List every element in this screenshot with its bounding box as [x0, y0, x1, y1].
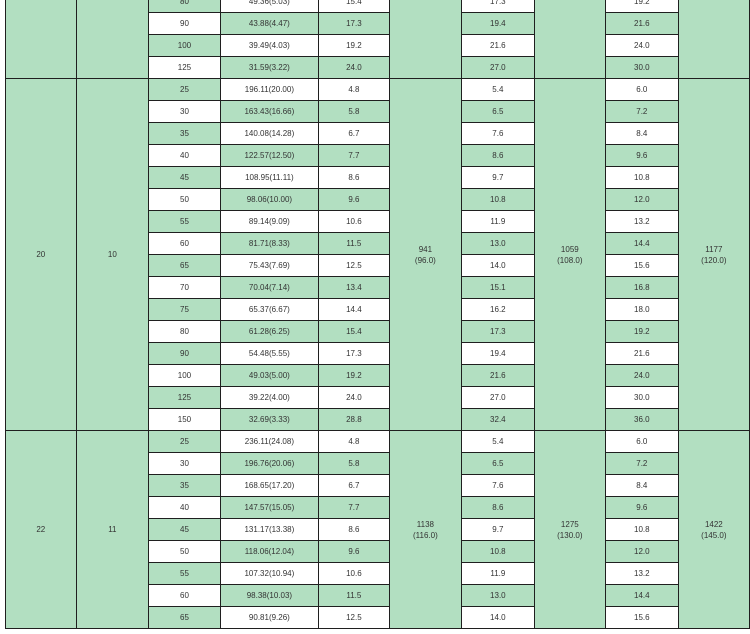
- value-cell-1: 15.4: [318, 321, 389, 343]
- value-cell-2: 13.0: [461, 585, 534, 607]
- value-cell-1: 24.0: [318, 387, 389, 409]
- size-cell: 35: [149, 475, 221, 497]
- cell-text-line: 1275: [560, 519, 579, 529]
- size-cell: 70: [149, 277, 221, 299]
- value-cell-3: 36.0: [605, 409, 678, 431]
- value-cell-1: 12.5: [318, 255, 389, 277]
- value-cell-3: 9.6: [605, 497, 678, 519]
- value-cell-2: 10.8: [461, 541, 534, 563]
- value-cell-1: 28.8: [318, 409, 389, 431]
- load-cell: 39.22(4.00): [220, 387, 318, 409]
- value-cell-1: 5.8: [318, 101, 389, 123]
- group-cell-b: 10: [76, 79, 149, 431]
- load-cell: 98.06(10.00): [220, 189, 318, 211]
- value-cell-2: 15.1: [461, 277, 534, 299]
- merged-cell-2: [534, 0, 605, 79]
- merged-cell-3: [678, 0, 749, 79]
- load-cell: 31.59(3.22): [220, 57, 318, 79]
- value-cell-1: 12.5: [318, 607, 389, 629]
- value-cell-2: 17.3: [461, 0, 534, 13]
- load-cell: 90.81(9.26): [220, 607, 318, 629]
- value-cell-3: 15.6: [605, 607, 678, 629]
- value-cell-2: 14.0: [461, 607, 534, 629]
- value-cell-1: 9.6: [318, 541, 389, 563]
- value-cell-2: 19.4: [461, 343, 534, 365]
- value-cell-1: 11.5: [318, 233, 389, 255]
- value-cell-3: 16.8: [605, 277, 678, 299]
- size-cell: 75: [149, 299, 221, 321]
- value-cell-2: 27.0: [461, 387, 534, 409]
- load-cell: 98.38(10.03): [220, 585, 318, 607]
- value-cell-1: 8.6: [318, 167, 389, 189]
- value-cell-1: 4.8: [318, 431, 389, 453]
- size-cell: 60: [149, 233, 221, 255]
- value-cell-1: 19.2: [318, 365, 389, 387]
- size-cell: 100: [149, 35, 221, 57]
- cell-text-line: (96.0): [414, 255, 436, 265]
- value-cell-1: 6.7: [318, 123, 389, 145]
- table-row: [6, 431, 750, 453]
- value-cell-3: 12.0: [605, 541, 678, 563]
- value-cell-3: 10.8: [605, 519, 678, 541]
- group-cell-a: 20: [6, 79, 77, 431]
- load-cell: 196.76(20.06): [220, 453, 318, 475]
- cell-text-line: (108.0): [557, 255, 583, 265]
- cell-text-line: (145.0): [701, 530, 727, 540]
- value-cell-1: 9.6: [318, 189, 389, 211]
- load-cell: 81.71(8.33): [220, 233, 318, 255]
- value-cell-2: 17.3: [461, 321, 534, 343]
- value-cell-3: 8.4: [605, 123, 678, 145]
- merged-cell-2: [534, 79, 605, 431]
- value-cell-2: 6.5: [461, 453, 534, 475]
- value-cell-3: 12.0: [605, 189, 678, 211]
- value-cell-3: 19.2: [605, 0, 678, 13]
- load-cell: 70.04(7.14): [220, 277, 318, 299]
- value-cell-2: 7.6: [461, 475, 534, 497]
- load-cell: 75.43(7.69): [220, 255, 318, 277]
- size-cell: 25: [149, 79, 221, 101]
- size-cell: 150: [149, 409, 221, 431]
- merged-cell-3: [678, 79, 749, 431]
- merged-cell-2: [534, 431, 605, 629]
- value-cell-2: 5.4: [461, 431, 534, 453]
- value-cell-3: 18.0: [605, 299, 678, 321]
- size-cell: 50: [149, 541, 221, 563]
- value-cell-1: 15.4: [318, 0, 389, 13]
- value-cell-2: 13.0: [461, 233, 534, 255]
- load-cell: 196.11(20.00): [220, 79, 318, 101]
- value-cell-2: 11.9: [461, 211, 534, 233]
- value-cell-3: 21.6: [605, 343, 678, 365]
- spec-table-body: [6, 0, 750, 629]
- value-cell-3: 9.6: [605, 145, 678, 167]
- size-cell: 125: [149, 57, 221, 79]
- load-cell: 32.69(3.33): [220, 409, 318, 431]
- cell-text-line: 1138: [416, 519, 434, 529]
- value-cell-3: 14.4: [605, 585, 678, 607]
- size-cell: 65: [149, 255, 221, 277]
- value-cell-1: 13.4: [318, 277, 389, 299]
- value-cell-1: 17.3: [318, 13, 389, 35]
- size-cell: 50: [149, 189, 221, 211]
- value-cell-2: 9.7: [461, 167, 534, 189]
- size-cell: 30: [149, 101, 221, 123]
- load-cell: 122.57(12.50): [220, 145, 318, 167]
- size-cell: 90: [149, 343, 221, 365]
- value-cell-3: 13.2: [605, 211, 678, 233]
- value-cell-1: 8.6: [318, 519, 389, 541]
- value-cell-2: 6.5: [461, 101, 534, 123]
- value-cell-3: 7.2: [605, 453, 678, 475]
- cell-text-line: (130.0): [557, 530, 583, 540]
- value-cell-3: 13.2: [605, 563, 678, 585]
- load-cell: 118.06(12.04): [220, 541, 318, 563]
- value-cell-3: 7.2: [605, 101, 678, 123]
- value-cell-2: 10.8: [461, 189, 534, 211]
- value-cell-2: 8.6: [461, 145, 534, 167]
- cell-text-line: 1422: [704, 519, 723, 529]
- value-cell-2: 19.4: [461, 13, 534, 35]
- load-cell: 43.88(4.47): [220, 13, 318, 35]
- load-cell: 65.37(6.67): [220, 299, 318, 321]
- value-cell-2: 11.9: [461, 563, 534, 585]
- merged-cell-1: [389, 79, 461, 431]
- merged-cell-3: [678, 431, 749, 629]
- value-cell-3: 6.0: [605, 431, 678, 453]
- load-cell: 49.03(5.00): [220, 365, 318, 387]
- value-cell-3: 30.0: [605, 57, 678, 79]
- size-cell: 80: [149, 321, 221, 343]
- value-cell-1: 17.3: [318, 343, 389, 365]
- value-cell-1: 14.4: [318, 299, 389, 321]
- size-cell: 65: [149, 607, 221, 629]
- size-cell: 80: [149, 0, 221, 13]
- group-cell-a: 22: [6, 431, 77, 629]
- value-cell-3: 19.2: [605, 321, 678, 343]
- value-cell-3: 8.4: [605, 475, 678, 497]
- load-cell: 131.17(13.38): [220, 519, 318, 541]
- value-cell-1: 5.8: [318, 453, 389, 475]
- value-cell-3: 24.0: [605, 35, 678, 57]
- value-cell-1: 11.5: [318, 585, 389, 607]
- size-cell: 40: [149, 145, 221, 167]
- value-cell-1: 19.2: [318, 35, 389, 57]
- load-cell: 236.11(24.08): [220, 431, 318, 453]
- size-cell: 60: [149, 585, 221, 607]
- value-cell-3: 6.0: [605, 79, 678, 101]
- cell-text-line: 1059: [560, 244, 579, 254]
- size-cell: 55: [149, 211, 221, 233]
- spec-table: [5, 0, 750, 629]
- value-cell-1: 7.7: [318, 497, 389, 519]
- load-cell: 163.43(16.66): [220, 101, 318, 123]
- value-cell-2: 16.2: [461, 299, 534, 321]
- size-cell: 90: [149, 13, 221, 35]
- group-cell-b: 11: [76, 431, 149, 629]
- size-cell: 35: [149, 123, 221, 145]
- size-cell: 25: [149, 431, 221, 453]
- cell-text-line: (120.0): [701, 255, 727, 265]
- cell-text-line: (116.0): [412, 530, 438, 540]
- load-cell: 168.65(17.20): [220, 475, 318, 497]
- value-cell-2: 8.6: [461, 497, 534, 519]
- load-cell: 61.28(6.25): [220, 321, 318, 343]
- load-cell: 89.14(9.09): [220, 211, 318, 233]
- value-cell-2: 9.7: [461, 519, 534, 541]
- value-cell-3: 10.8: [605, 167, 678, 189]
- value-cell-1: 24.0: [318, 57, 389, 79]
- value-cell-1: 6.7: [318, 475, 389, 497]
- value-cell-3: 30.0: [605, 387, 678, 409]
- value-cell-2: 5.4: [461, 79, 534, 101]
- value-cell-3: 15.6: [605, 255, 678, 277]
- value-cell-1: 7.7: [318, 145, 389, 167]
- value-cell-2: 14.0: [461, 255, 534, 277]
- size-cell: 45: [149, 519, 221, 541]
- cell-text-line: 941: [418, 244, 433, 254]
- group-cell-a: [6, 0, 77, 79]
- value-cell-3: 14.4: [605, 233, 678, 255]
- size-cell: 40: [149, 497, 221, 519]
- value-cell-3: 21.6: [605, 13, 678, 35]
- value-cell-2: 7.6: [461, 123, 534, 145]
- value-cell-2: 32.4: [461, 409, 534, 431]
- size-cell: 125: [149, 387, 221, 409]
- merged-cell-1: [389, 0, 461, 79]
- load-cell: 147.57(15.05): [220, 497, 318, 519]
- group-cell-b: [76, 0, 149, 79]
- load-cell: 54.48(5.55): [220, 343, 318, 365]
- size-cell: 100: [149, 365, 221, 387]
- load-cell: 108.95(11.11): [220, 167, 318, 189]
- load-cell: 140.08(14.28): [220, 123, 318, 145]
- size-cell: 30: [149, 453, 221, 475]
- table-row: [6, 0, 750, 13]
- cell-text-line: 1177: [705, 244, 723, 254]
- value-cell-1: 4.8: [318, 79, 389, 101]
- table-row: [6, 79, 750, 101]
- merged-cell-1: [389, 431, 461, 629]
- load-cell: 49.36(5.03): [220, 0, 318, 13]
- value-cell-3: 24.0: [605, 365, 678, 387]
- size-cell: 55: [149, 563, 221, 585]
- size-cell: 45: [149, 167, 221, 189]
- load-cell: 39.49(4.03): [220, 35, 318, 57]
- value-cell-2: 21.6: [461, 365, 534, 387]
- value-cell-1: 10.6: [318, 211, 389, 233]
- load-cell: 107.32(10.94): [220, 563, 318, 585]
- value-cell-2: 21.6: [461, 35, 534, 57]
- value-cell-1: 10.6: [318, 563, 389, 585]
- value-cell-2: 27.0: [461, 57, 534, 79]
